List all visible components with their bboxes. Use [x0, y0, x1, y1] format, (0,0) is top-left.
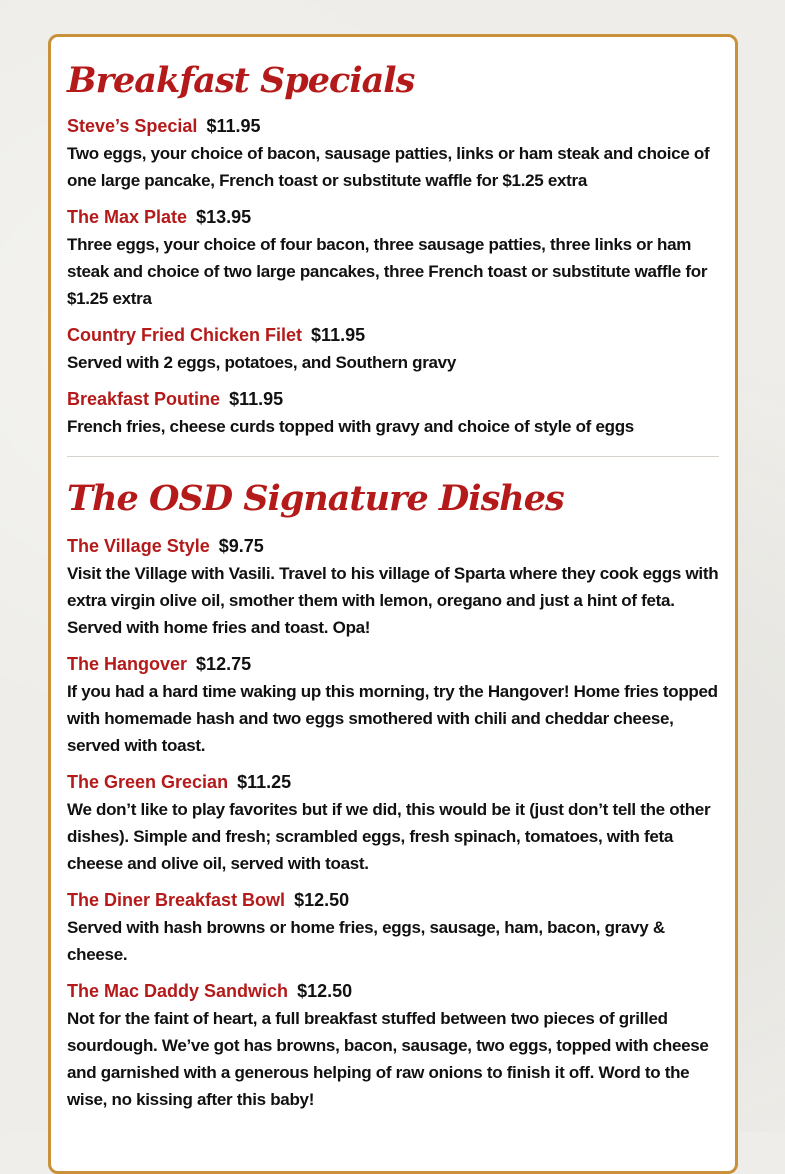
menu-item-heading: [67, 533, 719, 560]
menu-item-heading: [67, 978, 719, 1005]
menu-item-heading: [67, 386, 719, 413]
menu-item-heading: [67, 113, 719, 140]
menu-item: [67, 769, 719, 877]
menu-item-name: Breakfast Poutine: [67, 389, 221, 409]
section-divider: [67, 456, 719, 457]
menu-item-name: The Green Grecian: [67, 772, 229, 792]
menu-item: [67, 978, 719, 1113]
menu-item-price: $11.95: [311, 325, 366, 345]
menu-item-description: Visit the Village with Vasili. Travel to his village of Sparta where they cook eggs with extra virgin olive oil, smother them with lemon, oregano and just a hint of feta. Served with home fries and toast. Opa!: [67, 564, 719, 637]
menu-item-name: Steve’s Special: [67, 116, 198, 136]
menu-item: [67, 204, 719, 312]
menu-item-heading: [67, 769, 719, 796]
menu-item-description: Not for the faint of heart, a full breakfast stuffed between two pieces of grilled sourdough. We’ve got has browns, bacon, sausage, two eggs, topped with cheese and garnished with a generous helping of raw onions to finish it off. Word to the wise, no kissing after this baby!: [67, 1009, 709, 1109]
menu-item: [67, 386, 719, 440]
menu-item-name: The Village Style: [67, 536, 210, 556]
menu-item-description: We don’t like to play favorites but if we did, this would be it (just don’t tell the other dishes). Simple and fresh; scrambled eggs, fresh spinach, tomatoes, with feta cheese and olive oil, served with toast.: [67, 800, 711, 873]
menu-item-price: $12.75: [196, 654, 252, 674]
menu-item-description: Served with 2 eggs, potatoes, and Southern gravy: [67, 353, 456, 372]
menu-item-price: $13.95: [196, 207, 252, 227]
menu-item-description: Served with hash browns or home fries, eggs, sausage, ham, bacon, gravy & cheese.: [67, 918, 665, 964]
menu-card: [48, 34, 738, 1174]
section-title: Breakfast Specials: [67, 60, 415, 101]
menu-item-name: The Mac Daddy Sandwich: [67, 981, 289, 1001]
menu-item: [67, 533, 719, 641]
menu-item-price: $11.95: [206, 116, 261, 136]
menu-item-heading: [67, 204, 719, 231]
menu-item-description: Three eggs, your choice of four bacon, three sausage patties, three links or ham steak and choice of two large pancakes, three French toast or substitute waffle for $1.25 extra: [67, 235, 708, 308]
menu-item-heading: [67, 651, 719, 678]
menu-item-description: If you had a hard time waking up this morning, try the Hangover! Home fries topped with homemade hash and two eggs smothered with chili and cheddar cheese, served with toast.: [67, 682, 718, 755]
breakfast-specials-section: [67, 59, 719, 440]
menu-item: [67, 651, 719, 759]
menu-item-name: Country Fried Chicken Filet: [67, 325, 303, 345]
menu-item: [67, 113, 719, 194]
menu-item-heading: [67, 322, 719, 349]
menu-item-price: $12.50: [297, 981, 353, 1001]
menu-item-description: French fries, cheese curds topped with gravy and choice of style of eggs: [67, 417, 634, 436]
menu-item: [67, 322, 719, 376]
menu-item-name: The Diner Breakfast Bowl: [67, 890, 286, 910]
menu-item-name: The Max Plate: [67, 207, 188, 227]
menu-item-name: The Hangover: [67, 654, 188, 674]
menu-item-price: $11.95: [229, 389, 284, 409]
menu-item-price: $12.50: [294, 890, 350, 910]
menu-item-price: $9.75: [218, 536, 264, 556]
menu-item: [67, 887, 719, 968]
menu-item-description: Two eggs, your choice of bacon, sausage patties, links or ham steak and choice of one large pancake, French toast or substitute waffle for $1.25 extra: [67, 144, 710, 190]
menu-item-heading: [67, 887, 719, 914]
signature-dishes-section: [67, 477, 719, 1113]
menu-item-price: $11.25: [237, 772, 292, 792]
section-title: The OSD Signature Dishes: [67, 478, 564, 519]
